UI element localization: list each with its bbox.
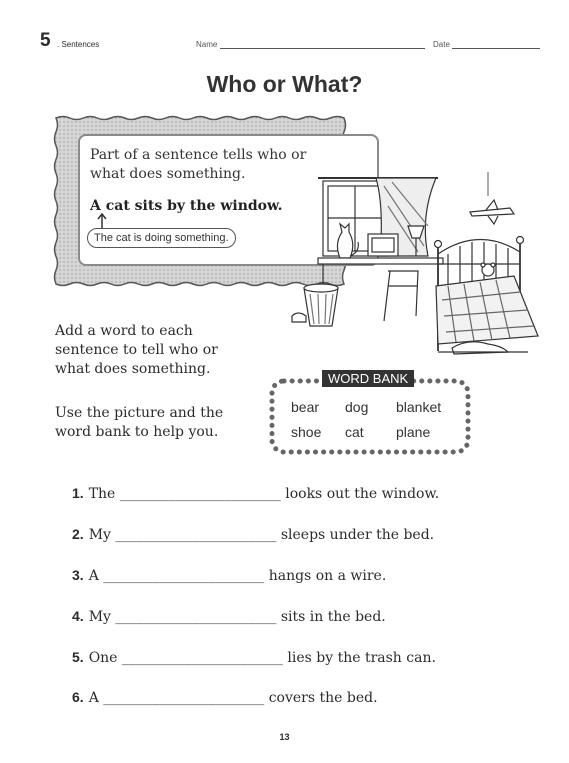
question-number: 6. bbox=[72, 689, 84, 705]
answer-blank[interactable]: _______________________ bbox=[115, 527, 277, 543]
question-prefix: A bbox=[88, 568, 99, 584]
answer-blank[interactable]: _______________________ bbox=[119, 486, 281, 502]
question-prefix: One bbox=[88, 650, 118, 666]
question-1 bbox=[72, 485, 439, 502]
word-bank-border bbox=[268, 377, 472, 456]
question-prefix: My bbox=[88, 609, 111, 625]
question-suffix: sits in the bed. bbox=[280, 609, 386, 625]
question-prefix: My bbox=[88, 527, 111, 543]
callout-bubble: The cat is doing something. bbox=[87, 228, 236, 248]
question-prefix: A bbox=[88, 690, 99, 706]
question-number: 1. bbox=[72, 485, 84, 501]
date-field[interactable] bbox=[452, 48, 540, 49]
word-bank-word: cat bbox=[345, 424, 364, 440]
question-prefix: The bbox=[88, 486, 116, 502]
answer-blank[interactable]: _______________________ bbox=[103, 568, 265, 584]
question-number: 2. bbox=[72, 526, 84, 542]
answer-blank[interactable]: _______________________ bbox=[121, 650, 283, 666]
unit-number: 5 bbox=[40, 30, 51, 51]
word-bank-title: WORD BANK bbox=[322, 370, 414, 387]
example-sentence: A cat sits by the window. bbox=[90, 198, 283, 214]
question-suffix: sleeps under the bed. bbox=[280, 527, 435, 543]
answer-blank[interactable]: _______________________ bbox=[115, 609, 277, 625]
lesson-rule-text: Part of a sentence tells who or what does something. bbox=[90, 147, 307, 182]
page-number: 13 bbox=[279, 732, 290, 742]
question-6 bbox=[72, 689, 378, 706]
page-title: Who or What? bbox=[206, 71, 363, 97]
bedroom-illustration bbox=[288, 166, 543, 361]
word-bank-word: dog bbox=[345, 399, 369, 415]
instruction-add-word: Add a word to each sentence to tell who or what does something. bbox=[55, 323, 218, 377]
unit-name: . Sentences bbox=[57, 40, 100, 49]
name-label: Name bbox=[196, 40, 218, 49]
question-suffix: looks out the window. bbox=[285, 486, 440, 502]
word-bank-word: plane bbox=[396, 424, 431, 440]
question-5 bbox=[72, 649, 436, 666]
question-number: 3. bbox=[72, 567, 84, 583]
question-suffix: lies by the trash can. bbox=[287, 650, 436, 666]
question-suffix: hangs on a wire. bbox=[268, 568, 387, 584]
question-4 bbox=[72, 608, 386, 625]
word-bank-word: blanket bbox=[396, 399, 442, 415]
question-number: 4. bbox=[72, 608, 84, 624]
word-bank-word: bear bbox=[291, 399, 320, 415]
instruction-use-picture: Use the picture and the word bank to help you. bbox=[55, 405, 224, 440]
answer-blank[interactable]: _______________________ bbox=[103, 690, 265, 706]
question-3 bbox=[72, 567, 386, 584]
date-label: Date bbox=[433, 40, 450, 49]
word-bank-word: shoe bbox=[291, 424, 322, 440]
question-number: 5. bbox=[72, 649, 84, 665]
question-suffix: covers the bed. bbox=[268, 690, 378, 706]
question-2 bbox=[72, 526, 434, 543]
name-field[interactable] bbox=[220, 48, 425, 49]
